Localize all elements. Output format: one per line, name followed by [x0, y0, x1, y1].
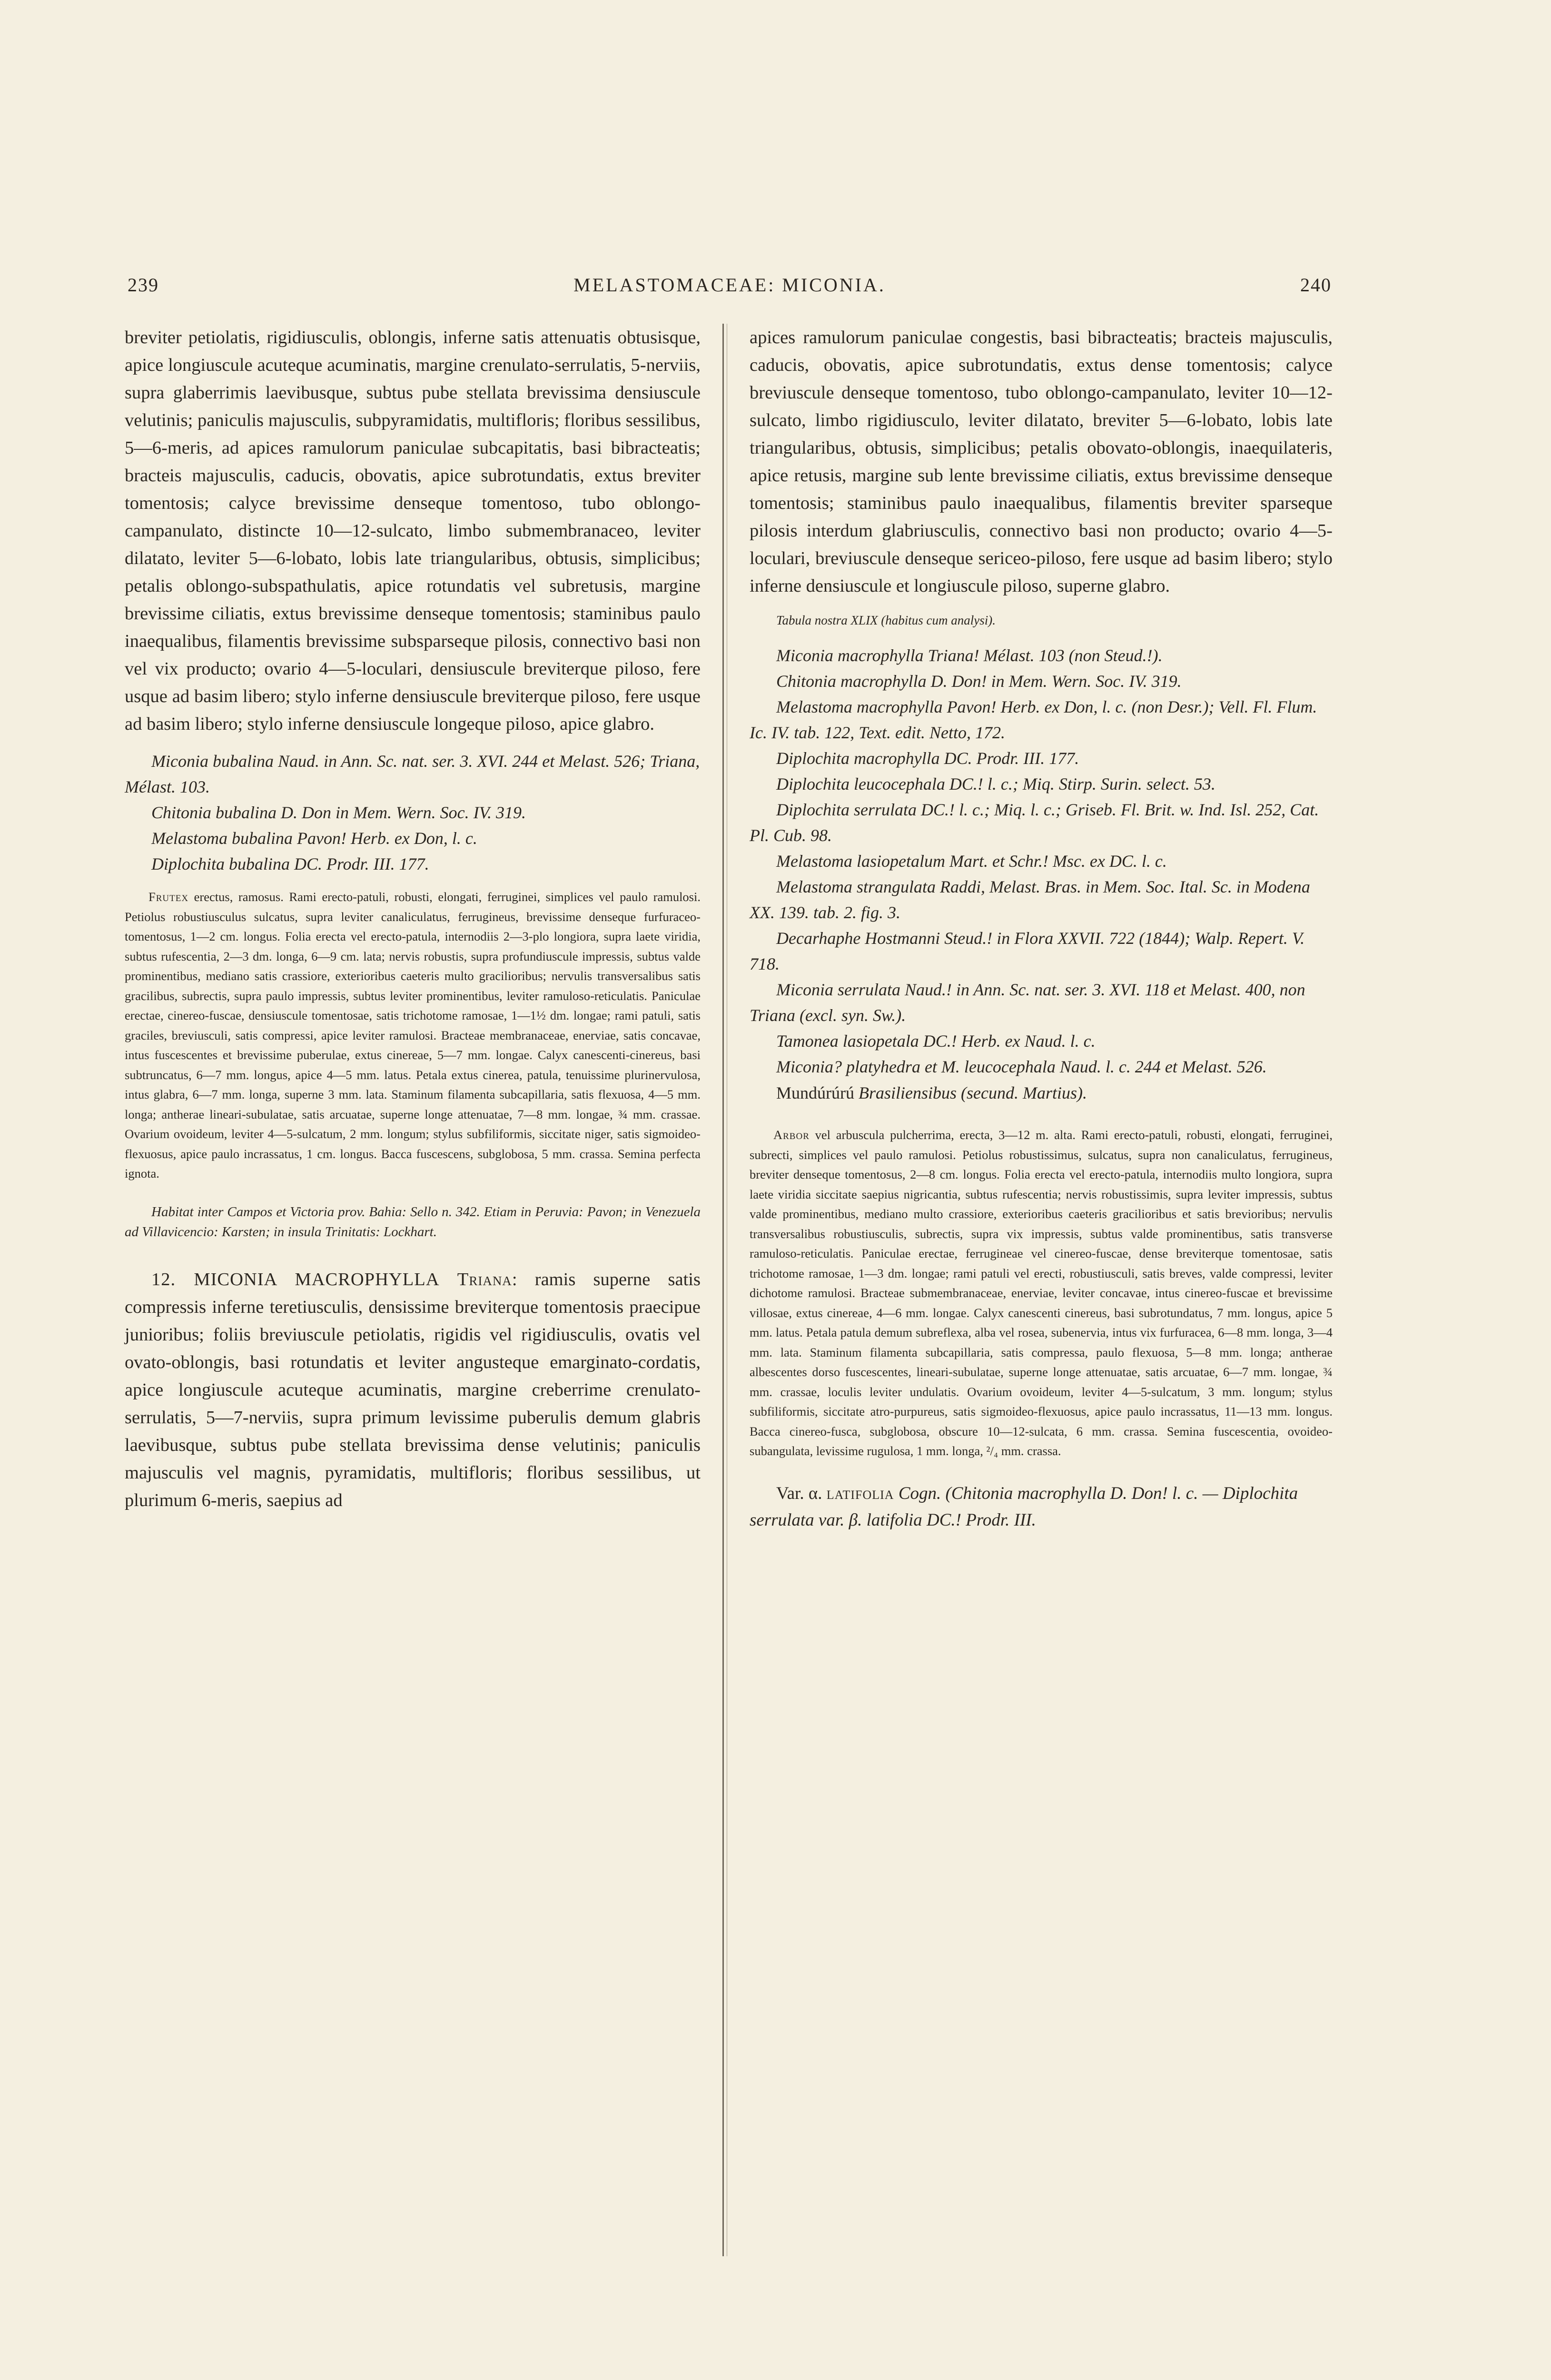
species-diagnosis: : ramis superne satis compressis inferne teretiusculis, densissime breviterque tomentosis praecipue junioribus; foliis breviuscule petiolatis, rigidis vel rigidiusculis, ovatis vel ovato-oblongis, basi rotundatis et leviter angusteque emarginato-cordatis, apice longiuscule acuteque acuminatis, margine creberrime crenulato-serrulatis, 5—7-nerviis, supra primum levissime puberulis demum glabris laevibusque, subtus pube stellata brevissima dense velutinis; paniculis majusculis vel magnis, pyramidatis, multifloris; floribus sessilibus, ut plurimum 6-meris, saepius ad	[125, 1269, 701, 1510]
synonym-entry: Miconia serrulata Naud.! in Ann. Sc. nat. ser. 3. XVI. 118 et Melast. 400, non Triana (excl. syn. Sw.).	[750, 980, 1305, 1025]
description-text: vel arbuscula pulcherrima, erecta, 3—12 m. alta. Rami erecto-patuli, robusti, elongati, ferruginei, subrecti, simplices vel paulo ramulosi. Petiolus robustissimus, sulcatus, supra non canaliculatus, ferrugineus, breviter denseque tomentosus, 2—8 cm. longus. Folia erecta vel erecto-patula, internodiis multo longiora, supra laete viridia siccitate saepius nigricantia, subtus rufescentia; nervis robustissimis, supra leviter impressis, subtus valde prominentibus, mediano multo crassiore, exterioribus caeteris gracilioribus et satis brevioribus; nervulis transversalibus robustiusculis, subrectis, supra vix impressis, subtus valde prominentibus, satis transverse ramuloso-reticulatis. Paniculae erectae, ferrugineae vel cinereo-fuscae, dense breviterque tomentosae, satis trichotome ramosae, 1—3 dm. longae; rami patuli vel erecti, robustiusculi, satis breves, valde compressi, leviter dichotome ramulosi. Bracteae submembranaceae, enerviae, leviter concavae, intus cinereo-fuscae et brevissime villosae, extus cinereae, 4—6 mm. longae. Calyx canescenti cinereus, basi subrotundatus, 7 mm. longus, apice 5 mm. latus. Petala patula demum subreflexa, alba vel rosea, subenervia, intus vix furfuracea, 6—8 mm. longa, 3—4 mm. lata. Staminum filamenta subcapillaria, satis compressa, paulo flexuosa, 5—8 mm. longa; antherae albescentes dorso fuscescentes, lineari-subulatae, superne longe attenuatae, satis arcuatae, 6—7 mm. longae, ¾ mm. crassae, loculis leviter undulatis. Ovarium ovoideum, leviter 4—5-sulcatum, 3 mm. longum; stylus subfiliformis, siccitate atro-purpureus, satis sigmoideo-flexuosus, apice paulo incrassatus, 11—13 mm. longus. Bacca cinereo-fusca, subglobosa, obscure 10—12-sulcata, 6 mm. crassa. Semina fuscescentia, ovoideo-subangulata, levissime rugulosa, 1 mm. longa, ²/₄ mm. crassa.	[750, 1128, 1333, 1458]
variety-name: latifolia	[826, 1483, 894, 1503]
synonym-entry: Diplochita macrophylla DC. Prodr. III. 177.	[776, 749, 1079, 768]
synonym-entry: Chitonia bubalina D. Don in Mem. Wern. Soc. IV. 319.	[151, 803, 526, 822]
column-divider	[722, 324, 724, 2256]
vernacular-source: Brasiliensibus (secund. Martius).	[859, 1083, 1087, 1102]
synonymy-block	[750, 643, 1333, 1080]
page-number-right: 240	[1300, 274, 1332, 296]
synonym-entry: Decarhaphe Hostmanni Steud.! in Flora XXVII. 722 (1844); Walp. Repert. V. 718.	[750, 929, 1305, 973]
synonym-entry: Diplochita serrulata DC.! l. c.; Miq. l. c.; Griseb. Fl. Brit. w. Ind. Isl. 252, Cat. Pl. Cub. 98.	[750, 800, 1319, 845]
synonym-entry: Chitonia macrophylla D. Don! in Mem. Wern. Soc. IV. 319.	[776, 672, 1182, 691]
synonym-entry: Melastoma strangulata Raddi, Melast. Bras. in Mem. Soc. Ital. Sc. in Modena XX. 139. tab. 2. fig. 3.	[750, 877, 1310, 922]
right-column	[750, 324, 1333, 1534]
synonym-entry: Diplochita leucocephala DC.! l. c.; Miq. Stirp. Surin. select. 53.	[776, 774, 1215, 793]
species-author: Triana	[457, 1269, 512, 1289]
plate-reference: Tabula nostra XLIX (habitus cum analysi).	[776, 613, 996, 627]
variety-entry	[750, 1480, 1333, 1534]
synonym-entry: Miconia? platyhedra et M. leucocephala Naud. l. c. 244 et Melast. 526.	[776, 1057, 1267, 1076]
page-number-left: 239	[128, 274, 159, 296]
synonym-entry: Miconia macrophylla Triana! Mélast. 103 (non Steud.!).	[776, 646, 1163, 665]
variety-heading: Var. α.	[776, 1483, 822, 1503]
morphological-description	[125, 887, 701, 1184]
diagnosis-continuation: apices ramulorum paniculae congestis, basi bibracteatis; bracteis majusculis, caducis, obovatis, apice subrotundatis, extus dense tomentosis; calyce breviuscule denseque tomentoso, tubo oblongo-campanulato, leviter 10—12-sulcato, limbo rigidiusculo, leviter dilatato, breviter 5—6-lobato, lobis late triangularibus, obtusis, simplicibus; petalis obovato-oblongis, inaequilateris, apice retusis, margine sub lente brevissime ciliatis, extus brevissime denseque tomentosis; staminibus paulo inaequalibus, filamentis breviter sparseque pilosis interdum glabriusculis, connectivo basi non producto; ovario 4—5-loculari, breviuscule denseque sericeo-piloso, fere usque ad basim libero; stylo inferne densiuscule et longiuscule piloso, superne glabro.	[750, 327, 1333, 596]
description-text: erectus, ramosus. Rami erecto-patuli, robusti, elongati, ferruginei, simplices vel paulo ramulosi. Petiolus robustiusculus sulcatus, supra leviter canaliculatus, ferrugineus, brevissime denseque furfuraceo-tomentosus, 1—2 cm. longus. Folia erecta vel erecto-patula, internodiis 2—3-plo longiora, supra laete viridia, subtus rufescentia, 2—3 dm. longa, 6—9 cm. lata; nervis robustis, supra profundiuscule impressis, subtus valde prominentibus, mediano satis crassiore, exterioribus caeteris multo gracilioribus; nervulis transversalibus satis gracilibus, subrectis, supra paulo impressis, subtus leviter prominentibus, leviter ramuloso-reticulatis. Paniculae erectae, cinereo-fuscae, densiuscule tomentosae, satis trichotome ramosae, 1—1½ dm. longae; rami patuli, satis graciles, breviusculi, satis compressi, apice leviter ramulosi. Bracteae membranaceae, enerviae, satis concavae, intus fuscescentes et brevissime puberulae, extus cinereae, 5—7 mm. longae. Calyx canescenti-cinereus, basi subtruncatus, 6—7 mm. longus, apice 4—5 mm. latus. Petala extus cinerea, patula, tenuissime plurinervulosa, intus glabra, 6—7 mm. longa, superne 3 mm. lata. Staminum filamenta subcapillaria, satis flexuosa, 4—5 mm. longa; antherae lineari-subulatae, satis arcuatae, superne longe attenuatae, 7—8 mm. longae, ¾ mm. crassae. Ovarium ovoideum, leviter 4—5-sulcatum, 2 mm. longum; stylus subfiliformis, siccitate niger, satis sigmoideo-flexuosus, apice paulo incrassatus, 1 cm. longus. Bacca fuscescens, subglobosa, 5 mm. crassa. Semina perfecta ignota.	[125, 890, 701, 1180]
synonym-entry: Miconia bubalina Naud. in Ann. Sc. nat. ser. 3. XVI. 244 et Melast. 526; Triana, Mélast. 103.	[125, 752, 700, 796]
vernacular-name-line	[750, 1080, 1333, 1106]
variety-text: Cogn. (Chitonia macrophylla D. Don! l. c. — Diplochita serrulata var. β. latifolia DC.! Prodr. III.	[750, 1483, 1298, 1530]
synonym-entry: Tamonea lasiopetala DC.! Herb. ex Naud. l. c.	[776, 1031, 1096, 1051]
morphological-description	[750, 1125, 1333, 1461]
synonym-entry: Melastoma bubalina Pavon! Herb. ex Don, l. c.	[151, 829, 477, 848]
vernacular-name: Mundúrúrú	[776, 1083, 854, 1102]
synonymy-block	[125, 748, 701, 877]
synonym-entry: Diplochita bubalina DC. Prodr. III. 177.	[151, 854, 429, 873]
synonym-entry: Melastoma lasiopetalum Mart. et Schr.! Msc. ex DC. l. c.	[776, 852, 1167, 871]
synonym-entry: Melastoma macrophylla Pavon! Herb. ex Don, l. c. (non Desr.); Vell. Fl. Flum. Ic. IV. tab. 122, Text. edit. Netto, 172.	[750, 697, 1317, 742]
description-label: Arbor	[773, 1128, 810, 1142]
running-head	[128, 274, 1332, 302]
habitat-paragraph: Habitat inter Campos et Victoria prov. Bahia: Sello n. 342. Etiam in Peruvia: Pavon; in Venezuela ad Villavicencio: Karsten; in insula Trinitatis: Lockhart.	[125, 1204, 701, 1240]
diagnosis-continuation: breviter petiolatis, rigidiusculis, oblongis, inferne satis attenuatis obtusisque, apice longiuscule acuteque acuminatis, margine crenulato-serrulatis, 5-nerviis, supra glaberrimis laevibusque, subtus pube stellata brevissima densiuscule velutinis; paniculis majusculis, subpyramidatis, multifloris; floribus sessilibus, 5—6-meris, ad apices ramulorum paniculae subcapitatis, basi bibracteatis; bracteis majusculis, caducis, obovatis, apice subrotundatis, extus breviter tomentosis; calyce brevissime denseque tomentoso, tubo oblongo-campanulato, distincte 10—12-sulcato, limbo submembranaceo, leviter dilatato, leviter 5—6-lobato, lobis late triangularibus, obtusis, simplicibus; petalis oblongo-subspathulatis, apice rotundatis vel subretusis, margine brevissime ciliatis, extus brevissime denseque tomentosis; staminibus paulo inaequalibus, filamentis brevissime subsparseque pilosis, connectivo basi non vel vix producto; ovario 4—5-loculari, densiuscule breviterque piloso, fere usque ad basim libero; stylo inferne densiuscule breviterque piloso, fere usque ad basim libero; stylo inferne densiuscule longeque piloso, apice glabro.	[125, 327, 701, 734]
description-label: Frutex	[148, 890, 189, 904]
left-column	[125, 324, 701, 1514]
running-title: MELASTOMACEAE: MICONIA.	[573, 274, 886, 296]
species-heading: 12. MICONIA MACROPHYLLA	[151, 1269, 440, 1289]
species-entry	[125, 1266, 701, 1514]
